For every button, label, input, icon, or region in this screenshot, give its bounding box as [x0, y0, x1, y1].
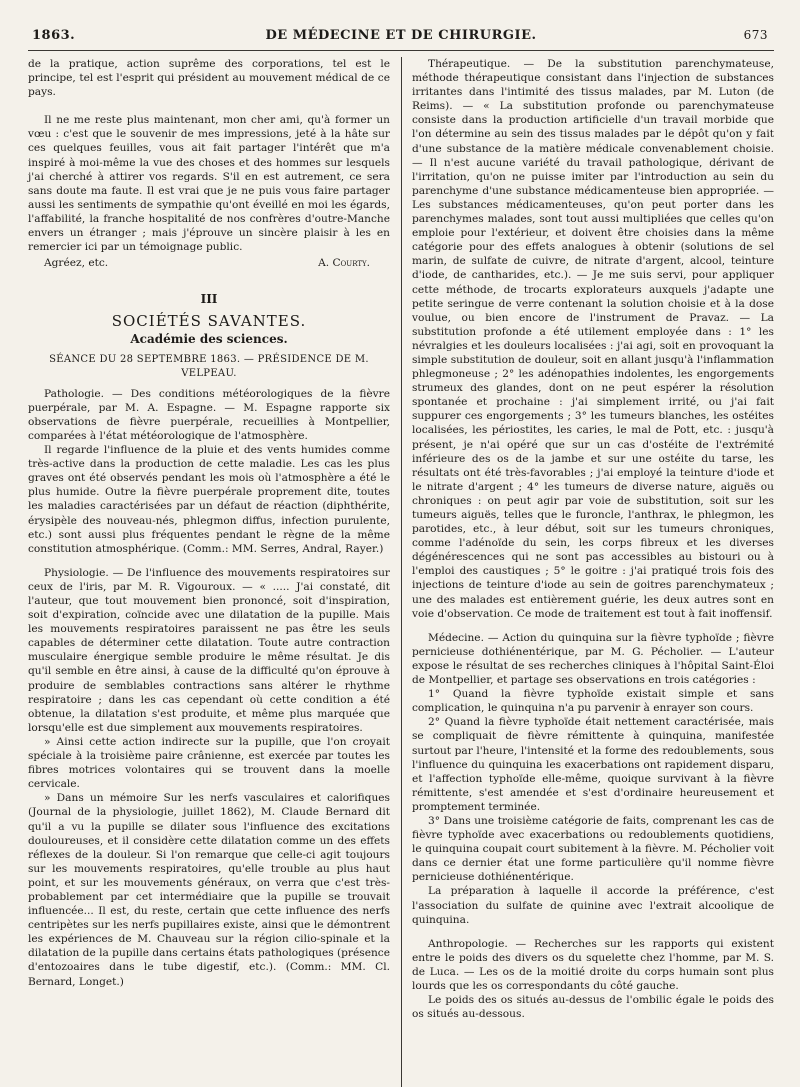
paragraph-physiology: Physiologie. — De l'influence des mouvements respiratoires sur ceux de l'iris, par M. R. Vigouroux. — « ..... J'ai constaté, dit l'auteur, que tout mouvement bien prononcé, soit d'inspiration, soit d'expiration, coïncide avec une dilatation de la pupille. Mais les mouvements respiratoires paraissent ne pas être les seuls capables de déterminer cette dilatation. Toute autre contraction musculaire énergique semble produire le même résultat. Je dis qu'il semble en être ainsi, à cause de la difficulté qu'on éprouve à produire de semblables contractions sans altérer le rhythme respiratoire ; dans les cas cependant où cette condition a été obtenue, la dilatation s'est produite, et même plus marquée que lorsqu'elle est due simplement aux mouvements respiratoires. — [28, 566, 390, 734]
academy-heading: Académie des sciences. — [130, 332, 288, 347]
right-column — [412, 57, 774, 1021]
paragraph: Le poids des os situés au-dessus de l'ombilic égale le poids des os situés au-dessous. — [412, 994, 774, 1021]
running-header — [28, 26, 774, 51]
paragraph: Il regarde l'influence de la pluie et des vents humides comme très-active dans la production de cette maladie. Les cas les plus graves ont été observés pendant les mois où l'atmosphère a été le plus humide. Outre la fièvre puerpérale proprement dite, toutes les maladies caractérisées par un défaut de réaction (diphthérite, érysipèle des nouveau-nés, phlegmon diffus, infection purulente, etc.) sont aussi plus fréquentes pendant le règne de la même constitution atmosphérique. (Comm.: MM. Serres, Andral, Rayer.) — [28, 444, 390, 555]
signoff-author: A. Courty. — [318, 257, 370, 270]
section-number: III — [200, 292, 218, 307]
signoff-greeting: Agréez, etc. — [44, 257, 109, 270]
paragraph: » Dans un mémoire Sur les nerfs vasculaires et calorifiques (Journal de la physiologie, juillet 1862), M. Claude Bernard dit qu'il a vu la pupille se dilater sous l'influence des excitations douloureuses, et il considère cette dilatation comme un des effets réflexes de la douleur. Si l'on remarque que celle-ci agit toujours sur les mouvements respiratoires, qu'elle trouble au plus haut point, et sur les mouvements généraux, on verra que c'est très-probablement par cet intermédiaire que la pupille se trouvait influencée... Il est, du reste, certain que cette influence des nerfs centripètes sur les nerfs pupillaires existe, ainsi que le démontrent les expériences de M. Chauveau sur la région cilio-spinale et la dilatation de la pupille dans certains états pathologiques (présence d'entozoaires dans le tube digestif, etc.). (Comm.: MM. Cl. Bernard, Longet.) — [28, 792, 390, 988]
paragraph: de la pratique, action suprême des corporations, tel est le principe, tel est l'esprit qui président au mouvement médical de ce pays. — [28, 58, 390, 99]
paragraph: » Ainsi cette action indirecte sur la pupille, que l'on croyait spéciale à la troisième paire crânienne, est exercée par toutes les fibres motrices volontaires qui se trouvent dans la moelle cervicale. — [28, 735, 390, 791]
header-year: 1863. — [32, 28, 76, 43]
paragraph: 1° Quand la fièvre typhoïde existait simple et sans complication, le quinquina n'a pu parvenir à enrayer son cours. — [412, 688, 774, 715]
signoff — [28, 256, 390, 272]
paragraph-medicine: Médecine. — Action du quinquina sur la fièvre typhoïde ; fièvre pernicieuse dothiénentérique, par M. G. Pécholier. — L'auteur expose le résultat de ses recherches cliniques à l'hôpital Saint-Éloi de Montpellier, et partage ses observations en trois catégories : — [412, 631, 774, 687]
section-title: SOCIÉTÉS SAVANTES. — [111, 312, 307, 331]
column-divider — [401, 57, 402, 1087]
paragraph-anthropology: Anthropologie. — Recherches sur les rapports qui existent entre le poids des divers os du squelette chez l'homme, par M. S. de Luca. — Les os de la moitié droite du corps humain sont plus lourds que les os correspondants du côté gauche. — [412, 937, 774, 992]
header-title: DE MÉDECINE ET DE CHIRURGIE. — [265, 28, 537, 43]
page-number: 673 — [743, 28, 768, 42]
session-line: SÉANCE DU 28 SEPTEMBRE 1863. — PRÉSIDENCE DE M. VELPEAU. — [49, 353, 369, 379]
paragraph: 2° Quand la fièvre typhoïde était nettement caractérisée, mais se compliquait de fièvre rémittente à quinquina, manifestée surtout par l'heure, l'intensité et la forme des redoublements, sous l'influence du quinquina les exacerbations ont rapidement disparu, et l'affection typhoïde elle-même, quoique survivant à la fièvre rémittente, s'est amendée et s'est d'ordinaire heureusement et promptement terminée. — [412, 716, 774, 813]
paragraph: La préparation à laquelle il accorde la préférence, c'est l'association du sulfate de quinine avec l'extrait alcoolique de quinquina. — [412, 885, 774, 926]
paragraph-pathology: Pathologie. — Des conditions météorologiques de la fièvre puerpérale, par M. A. Espagne. — M. Espagne rapporte six observations de fièvre puerpérale, recueillies à Montpellier, comparées à l'état météorologique de l'atmosphère. — [28, 387, 390, 442]
left-column — [28, 57, 390, 989]
paragraph: 3° Dans une troisième catégorie de faits, comprenant les cas de fièvre typhoïde avec exacerbations ou redoublements quotidiens, le quinquina coupait court subitement à la fièvre. M. Pécholier voit dans ce dernier état une forme particulière qu'il nomme fièvre pernicieuse dothiénentérique. — [412, 814, 774, 884]
paragraph: Il ne me reste plus maintenant, mon cher ami, qu'à former un vœu : c'est que le souvenir de mes impressions, jeté à la hâte sur ces quelques feuilles, vous ait fait partager l'intérêt que m'a inspiré à moi-même la vue des choses et des hommes sur lesquels j'ai cherché à attirer vos regards. S'il en est autrement, ce sera sans doute ma faute. Il est vrai que je ne puis vous faire partager aussi les sentiments de sympathie qu'ont éveillé en moi les égards, l'affabilité, la franche hospitalité de nos confrères d'outre-Manche envers un étranger ; mais j'éprouve un sincère plaisir à les en remercier ici par un témoignage public. — [28, 114, 390, 254]
paragraph-therapeutics: Thérapeutique. — De la substitution parenchymateuse, méthode thérapeutique consistant dans l'injection de substances irritantes dans l'intimité des tissus malades, par M. Luton (de Reims). — « La substitution profonde ou parenchymateuse consiste dans la production artificielle d'un travail morbide que l'on détermine au sein des tissus malades par le dépôt qu'on y fait d'une substance de la matière médicale convenablement choisie. — Il n'est aucune variété du travail pathologique, dérivant de l'irritation, qu'on ne puisse imiter par l'introduction au sein du parenchyme d'une substance médicamenteuse bien appropriée. — Les substances médicamenteuses, qu'on peut porter dans les parenchymes malades, sont tout aussi multipliées que celles qu'on emploie pour l'extérieur, et doivent être choisies dans la même catégorie pour des effets analogues à obtenir (solutions de sel marin, de sulfate de cuivre, de nitrate d'argent, alcool, teinture d'iode, de cantharides, etc.). — Je me suis servi, pour appliquer cette méthode, de trocarts explorateurs auxquels j'adapte une petite seringue de verre contenant la solution choisie et à la dose voulue, ou bien encore de l'instrument de Pravaz. — La substitution profonde a été utilement employée dans : 1° les névralgies et les douleurs localisées : j'ai agi, soit en provoquant la simple substitution de douleur, soit en allant jusqu'à l'inflammation phlegmoneuse ; 2° les adénopathies indolentes, les engorgements strumeux des glandes, dont on ne peut espérer la résolution spontanée et prochaine : j'ai simplement irrité, ou j'ai fait suppurer ces engorgements ; 3° les tumeurs blanches, les ostéites localisées, les périostites, les caries, le mal de Pott, etc. : jusqu'à présent, je n'ai opéré que sur un cas d'ostéite de l'extrémité inférieure des os de la jambe et sur une ostéite du tarse, les résultats ont été très-favorables ; j'ai employé la teinture d'iode et le nitrate d'argent ; 4° les tumeurs de diverse nature, aiguës ou chroniques : on peut agir par voie de substitution, soit sur les tumeurs aiguës, telles que le furoncle, l'anthrax, le phlegmon, les parotides, etc., à leur début, soit sur les tumeurs chroniques, comme l'adénoïde du sein, les corps fibreux et les diverses dégénérescences qui ne sont pas accessibles au bistouri ou à l'emploi des caustiques ; 5° le goitre : j'ai pratiqué trois fois des injections de teinture d'iode au sein de goitres parenchymateux ; une des malades est entièrement guérie, les deux autres sont en voie d'observation. Ce mode de traitement est tout à fait inoffensif. — [412, 58, 774, 620]
